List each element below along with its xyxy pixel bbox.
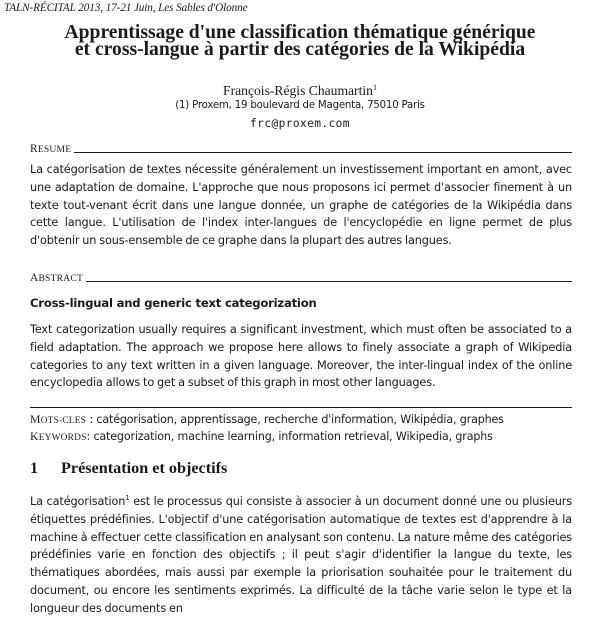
keywords-en-label: KEYWORDS — [30, 429, 87, 443]
title-line-1: Apprentissage d'une classification thématique générique — [64, 22, 536, 43]
conference-header: TALN-RÉCITAL 2013, 17-21 Juin, Les Sables d'Olonne — [4, 2, 248, 14]
abstract-rule — [86, 281, 572, 282]
keywords-top-rule — [30, 407, 572, 408]
section-1-number: 1 — [30, 459, 39, 477]
paper-title — [0, 24, 600, 58]
section-1-heading — [30, 459, 227, 478]
keywords-fr-text: : catégorisation, apprentissage, recherche d'information, Wikipédia, graphes — [86, 413, 504, 426]
resume-heading — [30, 141, 572, 155]
author-name — [0, 83, 600, 99]
keywords-fr — [30, 412, 590, 427]
abstract-label: ABSTRACT — [30, 272, 84, 284]
resume-label: RESUME — [30, 143, 72, 155]
keywords-en-text: : categorization, machine learning, information retrieval, Wikipedia, graphs — [86, 430, 493, 443]
section-1-text: La catégorisation$^1$ est le processus qui consiste à associer à un document donné une ou plusieurs étiquettes prédéfinies. L'objectif d'une catégorisation automatique de textes est d'apprendre à la machine à effectuer cette classification en analysant son contenu. La nature même des catégories prédéfinies varie en fonction des objectifs ; il peut s'agir d'identifier la langue du texte, les thématiques abordées, mais aussi par exemple la priorisation souhaitée pour le traitement du document, ou encore les sentiments exprimés. La difficulté de la tâche varie selon le type et la longueur des documents en — [30, 494, 572, 615]
resume-text: La catégorisation de textes nécessite généralement un investissement important en amont, avec une adaptation de domaine. L'approche que nous proposons ici permet d'associer finement à un texte tout-venant écrit dans une langue donnée, un graphe de catégories de la Wikipédia dans cette langue. L'utilisation de l'index inter-langues de l'encyclopédie en ligne permet de plus d'obtenir un sous-ensemble de ce graphe dans la plupart des autres langues. — [30, 163, 572, 248]
section-1-title: Présentation et objectifs — [61, 459, 228, 477]
keywords-fr-label: MOTS-CLES — [30, 412, 87, 426]
author-name-text: François-Régis Chaumartin — [223, 83, 373, 98]
resume-rule — [74, 152, 572, 153]
abstract-text: Text categorization usually requires a significant investment, which must often be associated to a field adaptation. The approach we propose here allows to finely associate a graph of Wikipedia categories to any text written in a given language. Moreover, the inter-lingual index of the online encyclopedia allows to get a subset of this graph in most other languages. — [30, 323, 572, 390]
author-email: frc@proxem.com — [250, 117, 350, 130]
author-affiliation: (1) Proxem, 19 boulevard de Magenta, 75010 Paris — [175, 100, 425, 111]
abstract-title: Cross-lingual and generic text categorization — [30, 296, 317, 310]
author-affiliation-mark: 1 — [372, 83, 377, 92]
title-line-2: et cross-langue à partir des catégories de la Wikipédia — [74, 39, 526, 60]
abstract-heading — [30, 270, 572, 284]
keywords-en — [30, 429, 590, 444]
footnote-mark: 1 — [125, 494, 130, 502]
